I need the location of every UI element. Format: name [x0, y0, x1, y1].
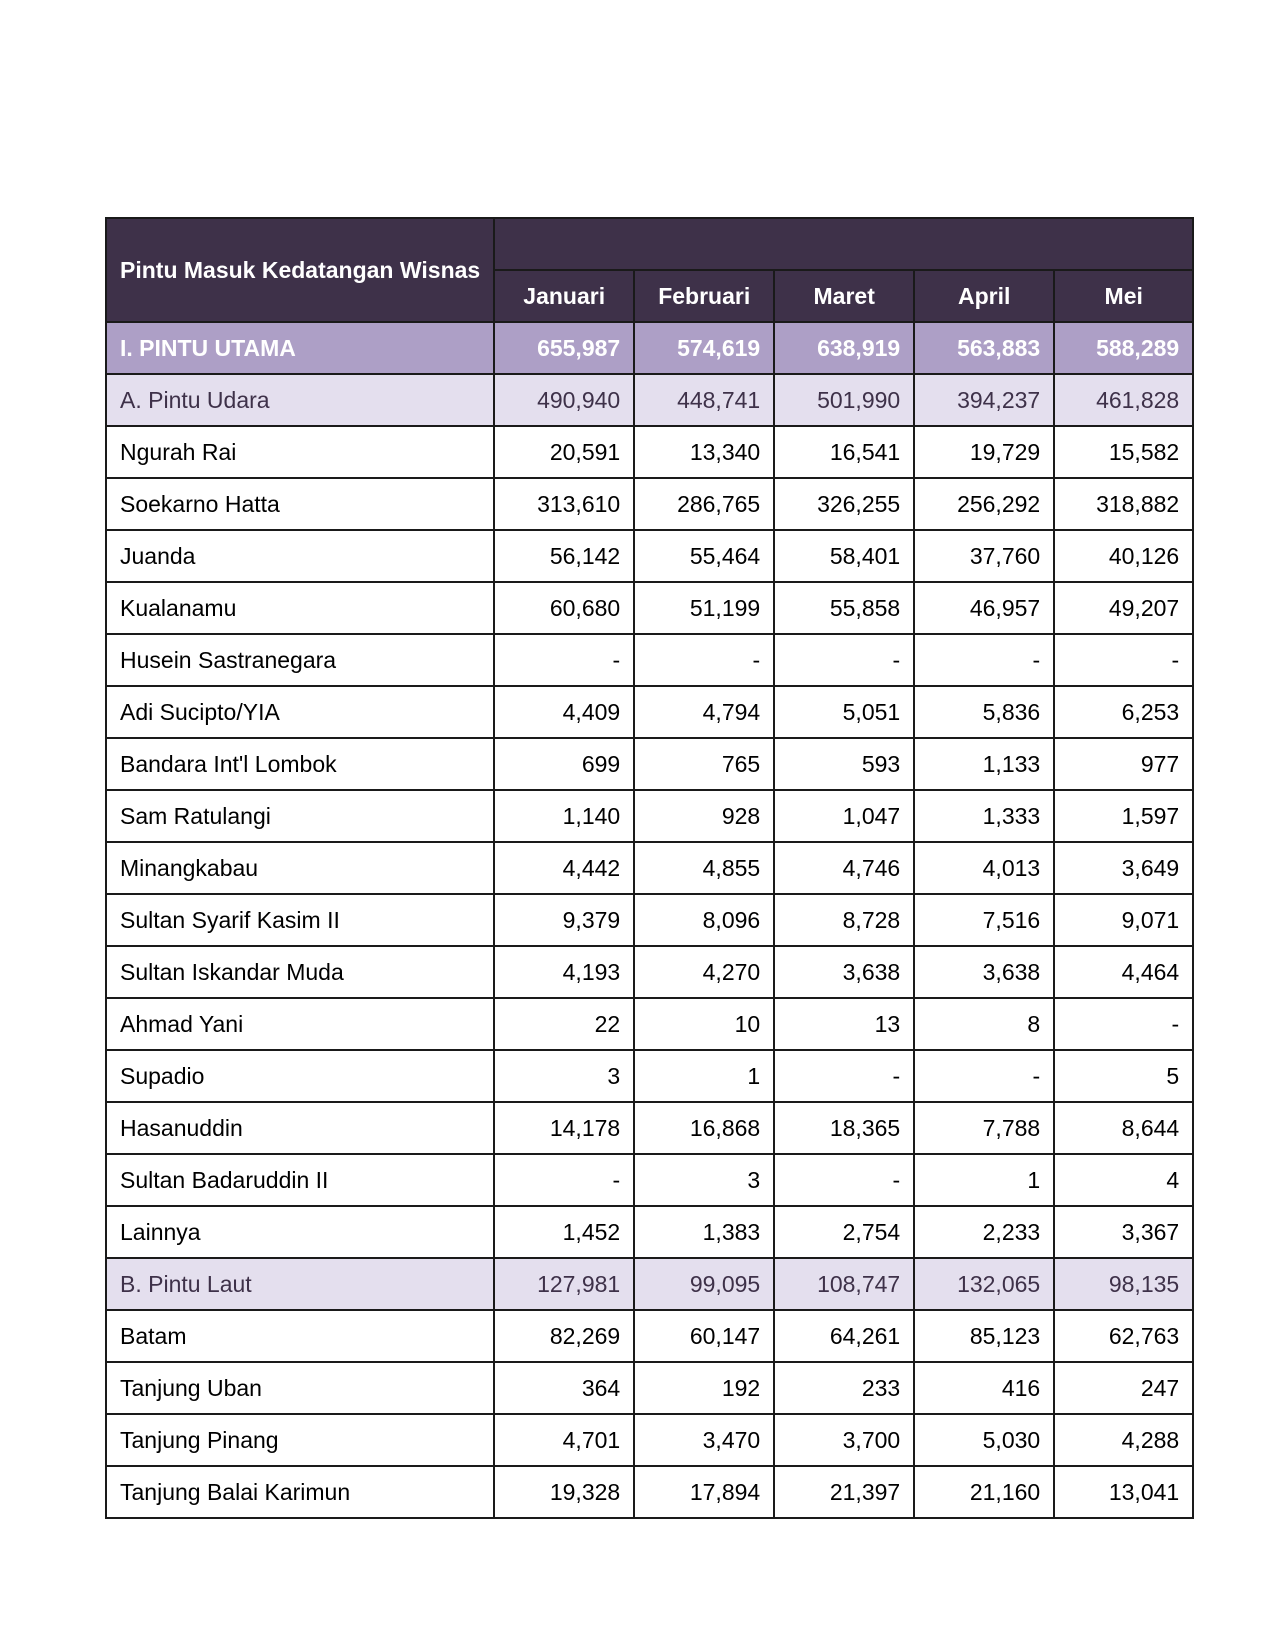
month-header: Januari [494, 270, 634, 322]
cell-value: - [494, 634, 634, 686]
cell-value: - [774, 634, 914, 686]
cell-value: 21,160 [914, 1466, 1054, 1518]
row-label: Tanjung Uban [106, 1362, 494, 1414]
cell-value: 5,836 [914, 686, 1054, 738]
row-label: Bandara Int'l Lombok [106, 738, 494, 790]
cell-value: 2,233 [914, 1206, 1054, 1258]
cell-value: 108,747 [774, 1258, 914, 1310]
row-label: Tanjung Balai Karimun [106, 1466, 494, 1518]
cell-value: 1,140 [494, 790, 634, 842]
cell-value: 82,269 [494, 1310, 634, 1362]
cell-value: 55,858 [774, 582, 914, 634]
cell-value: 98,135 [1054, 1258, 1193, 1310]
row-label: Kualanamu [106, 582, 494, 634]
cell-value: 4,288 [1054, 1414, 1193, 1466]
cell-value: 4,193 [494, 946, 634, 998]
cell-value: 192 [634, 1362, 774, 1414]
cell-value: 3,638 [774, 946, 914, 998]
cell-value: 55,464 [634, 530, 774, 582]
cell-value: 16,541 [774, 426, 914, 478]
table-row [106, 1154, 1193, 1206]
cell-value: 4 [1054, 1154, 1193, 1206]
cell-value: 593 [774, 738, 914, 790]
cell-value: 318,882 [1054, 478, 1193, 530]
cell-value: 3 [634, 1154, 774, 1206]
cell-value: 3,649 [1054, 842, 1193, 894]
cell-value: 13,041 [1054, 1466, 1193, 1518]
cell-value: 16,868 [634, 1102, 774, 1154]
cell-value: 699 [494, 738, 634, 790]
cell-value: 5,030 [914, 1414, 1054, 1466]
table-row [106, 634, 1193, 686]
cell-value: 20,591 [494, 426, 634, 478]
cell-value: 247 [1054, 1362, 1193, 1414]
cell-value: 37,760 [914, 530, 1054, 582]
cell-value: 8,728 [774, 894, 914, 946]
group-row [106, 374, 1193, 426]
cell-value: 4,409 [494, 686, 634, 738]
row-label: A. Pintu Udara [106, 374, 494, 426]
table-row [106, 582, 1193, 634]
cell-value: - [494, 1154, 634, 1206]
cell-value: 56,142 [494, 530, 634, 582]
row-label: B. Pintu Laut [106, 1258, 494, 1310]
cell-value: 7,788 [914, 1102, 1054, 1154]
cell-value: 13,340 [634, 426, 774, 478]
cell-value: 364 [494, 1362, 634, 1414]
cell-value: 85,123 [914, 1310, 1054, 1362]
cell-value: 5 [1054, 1050, 1193, 1102]
cell-value: 19,328 [494, 1466, 634, 1518]
table-row [106, 946, 1193, 998]
cell-value: 132,065 [914, 1258, 1054, 1310]
table-row [106, 1362, 1193, 1414]
cell-value: 40,126 [1054, 530, 1193, 582]
cell-value: 9,071 [1054, 894, 1193, 946]
cell-value: 15,582 [1054, 426, 1193, 478]
cell-value: 3,700 [774, 1414, 914, 1466]
cell-value: 461,828 [1054, 374, 1193, 426]
cell-value: 62,763 [1054, 1310, 1193, 1362]
cell-value: - [774, 1050, 914, 1102]
cell-value: 574,619 [634, 322, 774, 374]
table-row [106, 1102, 1193, 1154]
group-row [106, 1258, 1193, 1310]
table-row [106, 478, 1193, 530]
cell-value: 46,957 [914, 582, 1054, 634]
table-row [106, 998, 1193, 1050]
row-label: Tanjung Pinang [106, 1414, 494, 1466]
table-row [106, 1466, 1193, 1518]
cell-value: 1 [914, 1154, 1054, 1206]
table-row [106, 426, 1193, 478]
cell-value: 765 [634, 738, 774, 790]
cell-value: 928 [634, 790, 774, 842]
cell-value: 326,255 [774, 478, 914, 530]
month-header: Februari [634, 270, 774, 322]
cell-value: 7,516 [914, 894, 1054, 946]
cell-value: 17,894 [634, 1466, 774, 1518]
cell-value: 5,051 [774, 686, 914, 738]
table-row [106, 894, 1193, 946]
table-row [106, 1050, 1193, 1102]
table-row [106, 842, 1193, 894]
row-label: Ahmad Yani [106, 998, 494, 1050]
cell-value: 6,253 [1054, 686, 1193, 738]
cell-value: 127,981 [494, 1258, 634, 1310]
cell-value: 14,178 [494, 1102, 634, 1154]
cell-value: - [914, 1050, 1054, 1102]
cell-value: 977 [1054, 738, 1193, 790]
cell-value: 51,199 [634, 582, 774, 634]
row-label: Ngurah Rai [106, 426, 494, 478]
row-label: Husein Sastranegara [106, 634, 494, 686]
cell-value: 416 [914, 1362, 1054, 1414]
cell-value: 588,289 [1054, 322, 1193, 374]
cell-value: 8,096 [634, 894, 774, 946]
cell-value: 4,855 [634, 842, 774, 894]
cell-value: 3,367 [1054, 1206, 1193, 1258]
row-label: Sultan Badaruddin II [106, 1154, 494, 1206]
month-header: April [914, 270, 1054, 322]
cell-value: 394,237 [914, 374, 1054, 426]
column-title-entry-point: Pintu Masuk Kedatangan Wisnas [106, 218, 494, 322]
cell-value: 563,883 [914, 322, 1054, 374]
cell-value: 286,765 [634, 478, 774, 530]
cell-value: 4,442 [494, 842, 634, 894]
row-label: Adi Sucipto/YIA [106, 686, 494, 738]
cell-value: 501,990 [774, 374, 914, 426]
row-label: Supadio [106, 1050, 494, 1102]
cell-value: 8 [914, 998, 1054, 1050]
table-row [106, 738, 1193, 790]
cell-value: 9,379 [494, 894, 634, 946]
cell-value: 638,919 [774, 322, 914, 374]
table-row [106, 1414, 1193, 1466]
cell-value: 256,292 [914, 478, 1054, 530]
table-row [106, 1206, 1193, 1258]
row-label: Sultan Syarif Kasim II [106, 894, 494, 946]
total-row [106, 322, 1193, 374]
table-row [106, 790, 1193, 842]
cell-value: 1,597 [1054, 790, 1193, 842]
cell-value: - [1054, 634, 1193, 686]
cell-value: 313,610 [494, 478, 634, 530]
table-row [106, 686, 1193, 738]
cell-value: 18,365 [774, 1102, 914, 1154]
row-label: Hasanuddin [106, 1102, 494, 1154]
cell-value: - [634, 634, 774, 686]
cell-value: 1,133 [914, 738, 1054, 790]
cell-value: - [774, 1154, 914, 1206]
header-band [494, 218, 1193, 270]
row-label: Minangkabau [106, 842, 494, 894]
cell-value: 4,794 [634, 686, 774, 738]
cell-value: 4,464 [1054, 946, 1193, 998]
cell-value: 99,095 [634, 1258, 774, 1310]
cell-value: - [914, 634, 1054, 686]
cell-value: 3,470 [634, 1414, 774, 1466]
cell-value: 655,987 [494, 322, 634, 374]
cell-value: 4,701 [494, 1414, 634, 1466]
cell-value: 13 [774, 998, 914, 1050]
month-header: Mei [1054, 270, 1193, 322]
row-label: Lainnya [106, 1206, 494, 1258]
cell-value: 4,270 [634, 946, 774, 998]
cell-value: 3,638 [914, 946, 1054, 998]
cell-value: 19,729 [914, 426, 1054, 478]
cell-value: 58,401 [774, 530, 914, 582]
cell-value: 448,741 [634, 374, 774, 426]
row-label: Soekarno Hatta [106, 478, 494, 530]
cell-value: 22 [494, 998, 634, 1050]
cell-value: 60,680 [494, 582, 634, 634]
month-header: Maret [774, 270, 914, 322]
cell-value: 1,333 [914, 790, 1054, 842]
cell-value: - [1054, 998, 1193, 1050]
table-row [106, 1310, 1193, 1362]
cell-value: 8,644 [1054, 1102, 1193, 1154]
row-label: Batam [106, 1310, 494, 1362]
row-label: Sam Ratulangi [106, 790, 494, 842]
cell-value: 1,452 [494, 1206, 634, 1258]
row-label: I. PINTU UTAMA [106, 322, 494, 374]
cell-value: 49,207 [1054, 582, 1193, 634]
cell-value: 4,746 [774, 842, 914, 894]
cell-value: 64,261 [774, 1310, 914, 1362]
row-label: Juanda [106, 530, 494, 582]
cell-value: 490,940 [494, 374, 634, 426]
cell-value: 10 [634, 998, 774, 1050]
cell-value: 4,013 [914, 842, 1054, 894]
cell-value: 1,383 [634, 1206, 774, 1258]
cell-value: 60,147 [634, 1310, 774, 1362]
arrivals-table [105, 217, 1194, 1519]
cell-value: 21,397 [774, 1466, 914, 1518]
cell-value: 2,754 [774, 1206, 914, 1258]
cell-value: 1 [634, 1050, 774, 1102]
cell-value: 3 [494, 1050, 634, 1102]
cell-value: 1,047 [774, 790, 914, 842]
table-row [106, 530, 1193, 582]
cell-value: 233 [774, 1362, 914, 1414]
row-label: Sultan Iskandar Muda [106, 946, 494, 998]
table-body [106, 322, 1193, 1518]
